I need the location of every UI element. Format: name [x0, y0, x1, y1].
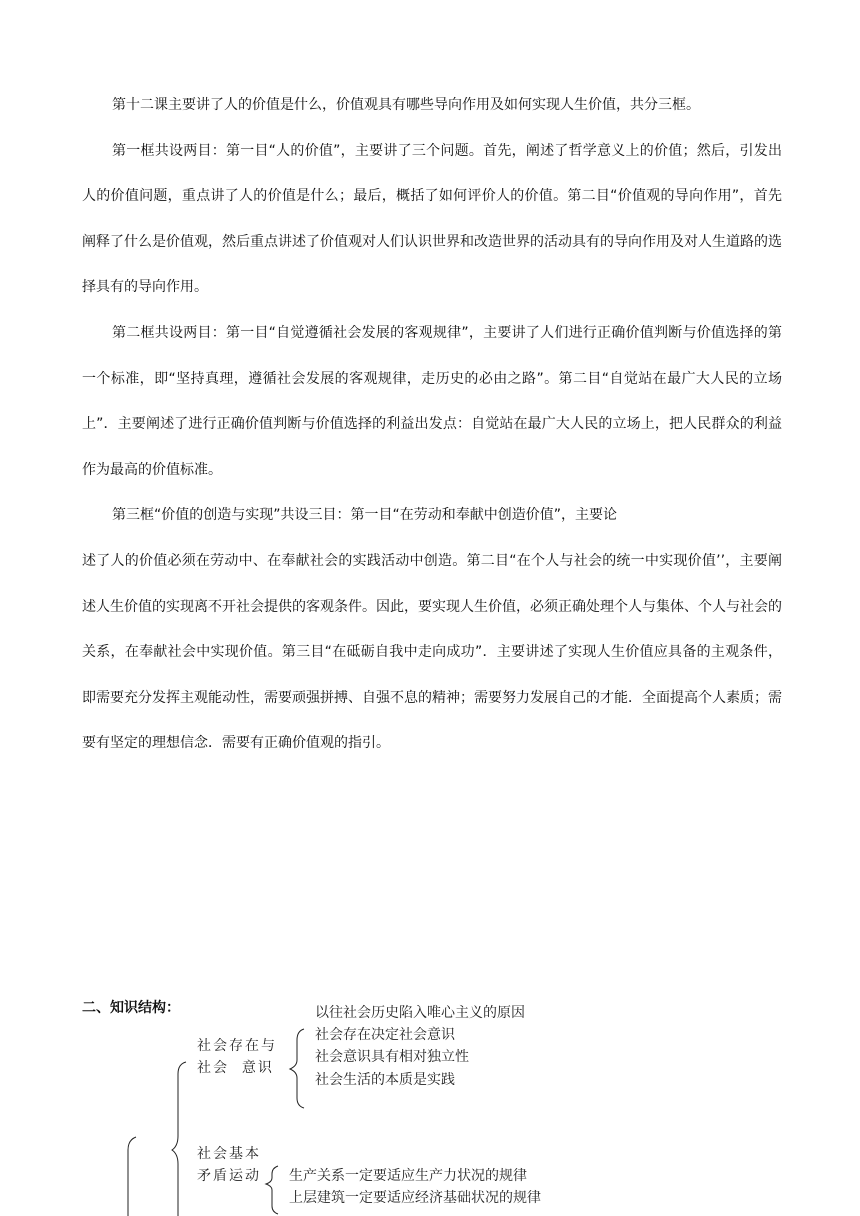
paragraph-frame-3-continued: 述了人的价值必须在劳动中、在奉献社会的实践活动中创造。第二目“在个人与社会的统一中实现价值’’，主要阐述人生价值的实现离不开社会提供的客观条件。因此，要实现人生价值，必须正确处理个人与集体、个人与社会的关系，在奉献社会中实现价值。第三目“在砥砺自我中走向成功”．主要讲述了实现人生价值应具备的主观条件，即需要充分发挥主观能动性，需要顽强拼搏、自强不息的精神；需要努力发展自己的才能．全面提高个人素质；需要有坚定的理想信念．需要有正确价值观的指引。	[82, 552, 782, 752]
node1-item: 以往社会历史陷入唯心主义的原因	[315, 1005, 525, 1021]
node1-label: 社会 意识	[197, 1060, 274, 1076]
paragraph-intro: 第十二课主要讲了人的价值是什么，价值观具有哪些导向作用及如何实现人生价值，共分三框。	[112, 97, 700, 113]
node1-label: 社会存在与	[197, 1038, 277, 1054]
section-heading: 二、知识结构：	[82, 1000, 180, 1016]
node1-right-brace	[290, 1029, 304, 1108]
node2-right-brace	[266, 1166, 278, 1214]
paragraph-frame-2: 第二框共设两目：第一目“自觉遵循社会发展的客观规律”，主要讲了人们进行正确价值判断与价值选择的第一个标准，即“坚持真理，遵循社会发展的客观规律，走历史的必由之路”。第二目“自觉站在最广大人民的立场上”．主要阐述了进行正确价值判断与价值选择的利益出发点：自觉站在最广大人民的立场上，把人民群众的利益作为最高的价值标准。	[82, 324, 782, 478]
node1-item: 社会生活的本质是实践	[315, 1072, 455, 1088]
outer-brace	[128, 1137, 136, 1216]
paragraph-frame-3-start: 第三框“价值的创造与实现”共设三目：第一目“在劳动和奉献中创造价值”，主要论	[112, 507, 618, 524]
node2-label: 社会基本	[197, 1146, 261, 1162]
node1-item: 社会意识具有相对独立性	[315, 1049, 469, 1065]
node2-item: 上层建筑一定要适应经济基础状况的规律	[289, 1190, 541, 1206]
node2-item: 生产关系一定要适应生产力状况的规律	[289, 1168, 527, 1184]
paragraph-frame-1: 第一框共设两目：第一目“人的价值”，主要讲了三个问题。首先，阐述了哲学意义上的价值；然后，引发出人的价值问题，重点讲了人的价值是什么；最后，概括了如何评价人的价值。第二目“价值观的导向作用”，首先阐释了什么是价值观，然后重点讲述了价值观对人们认识世界和改造世界的活动具有的导向作用及对人生道路的选择具有的导向作用。	[82, 142, 782, 296]
node1-left-brace	[172, 1062, 186, 1216]
node2-label: 矛盾运动	[197, 1168, 261, 1184]
node1-item: 社会存在决定社会意识	[315, 1027, 455, 1043]
